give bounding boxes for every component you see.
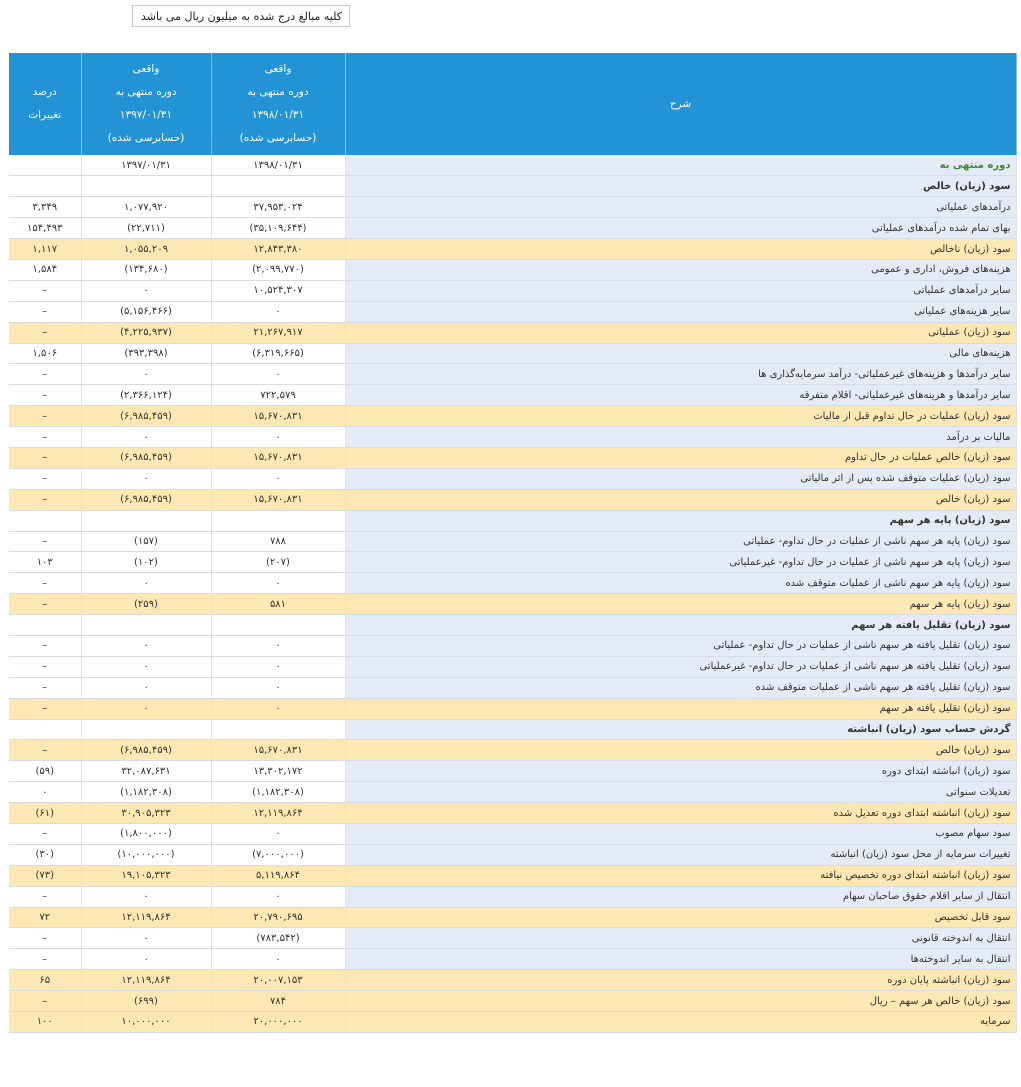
cell-change-percent: –	[9, 301, 81, 322]
cell-change-percent: –	[9, 928, 81, 949]
cell-cur-value: ۱۲,۱۱۹,۸۶۴	[211, 803, 345, 824]
table-row	[9, 280, 1016, 301]
cell-change-percent: ۱۰۰	[9, 1012, 81, 1033]
cell-description: درآمدهای عملیاتی	[345, 197, 1016, 218]
header-cur-line: ۱۳۹۸/۰۱/۳۱	[251, 109, 305, 121]
table-body	[9, 155, 1016, 1032]
cell-cur-value: ۵,۱۱۹,۸۶۴	[211, 865, 345, 886]
cell-cur-value: ۰	[211, 824, 345, 845]
table-row	[9, 406, 1016, 427]
cell-change-percent: –	[9, 406, 81, 427]
table-row	[9, 322, 1016, 343]
cell-cur-value: (۳۵,۱۰۹,۶۴۴)	[211, 218, 345, 239]
cell-prev-value: (۱۰۲)	[81, 552, 211, 573]
cell-cur-value	[211, 615, 345, 636]
table-row	[9, 239, 1016, 260]
cell-prev-value: ۰	[81, 928, 211, 949]
table-row	[9, 719, 1016, 740]
cell-cur-value: ۷۸۸	[211, 531, 345, 552]
cell-cur-value: ۱۰,۵۲۴,۳۰۷	[211, 280, 345, 301]
cell-prev-value: ۱۹,۱۰۵,۳۲۳	[81, 865, 211, 886]
cell-change-percent: (۷۳)	[9, 865, 81, 886]
table-row	[9, 761, 1016, 782]
table-row	[9, 677, 1016, 698]
cell-description: سود قابل تخصیص	[345, 907, 1016, 928]
table-row	[9, 949, 1016, 970]
cell-prev-value: ۳۲,۰۸۷,۶۳۱	[81, 761, 211, 782]
cell-change-percent: –	[9, 427, 81, 448]
cell-change-percent	[9, 176, 81, 197]
cell-description: سود (زیان) پایه هر سهم ناشی از عملیات در حال تداوم- غیرعملیاتی	[345, 552, 1016, 573]
cell-description: سود (زیان) خالص	[345, 176, 1016, 197]
cell-description: سود (زیان) ناخالص	[345, 239, 1016, 260]
cell-description: سود (زیان) تقلیل یافته هر سهم	[345, 615, 1016, 636]
cell-prev-value: (۱,۱۸۲,۳۰۸)	[81, 782, 211, 803]
cell-description: سود (زیان) عملیات متوقف شده پس از اثر مالیاتی	[345, 468, 1016, 489]
cell-cur-value	[211, 510, 345, 531]
cell-cur-value: ۰	[211, 698, 345, 719]
table-row	[9, 844, 1016, 865]
cell-cur-value: ۰	[211, 427, 345, 448]
cell-change-percent	[9, 719, 81, 740]
cell-change-percent: –	[9, 635, 81, 656]
cell-cur-value: ۱۳۹۸/۰۱/۳۱	[211, 155, 345, 176]
cell-description: سود (زیان) پایه هر سهم ناشی از عملیات متوقف شده	[345, 573, 1016, 594]
cell-prev-value	[81, 176, 211, 197]
table-row	[9, 635, 1016, 656]
cell-prev-value: (۵,۱۵۶,۴۶۶)	[81, 301, 211, 322]
cell-cur-value: ۲۰,۰۰۷,۱۵۳	[211, 970, 345, 991]
cell-change-percent: –	[9, 322, 81, 343]
table-row	[9, 447, 1016, 468]
cell-cur-value: (۶,۳۱۹,۶۶۵)	[211, 343, 345, 364]
cell-prev-value: (۶,۹۸۵,۴۵۹)	[81, 740, 211, 761]
cell-cur-value: ۱۵,۶۷۰,۸۳۱	[211, 740, 345, 761]
cell-description: سود (زیان) انباشته ابتدای دوره	[345, 761, 1016, 782]
cell-cur-value: ۰	[211, 949, 345, 970]
cell-cur-value: ۰	[211, 573, 345, 594]
cell-description: سایر درآمدها و هزینه‌های غیرعملیاتی- اقلام متفرقه	[345, 385, 1016, 406]
table-row	[9, 364, 1016, 385]
cell-change-percent: ۱,۵۰۶	[9, 343, 81, 364]
header-prev-line: ۱۳۹۷/۰۱/۳۱	[119, 109, 173, 121]
cell-prev-value: (۱۵۷)	[81, 531, 211, 552]
cell-change-percent: –	[9, 949, 81, 970]
cell-prev-value: ۰	[81, 677, 211, 698]
cell-change-percent: –	[9, 991, 81, 1012]
cell-prev-value: ۱,۰۵۵,۲۰۹	[81, 239, 211, 260]
cell-cur-value: ۰	[211, 635, 345, 656]
table-row	[9, 656, 1016, 677]
cell-prev-value: (۶,۹۸۵,۴۵۹)	[81, 489, 211, 510]
cell-change-percent: ۰	[9, 782, 81, 803]
header-cur-line: واقعی	[264, 63, 292, 75]
cell-change-percent: –	[9, 280, 81, 301]
header-cur-line: دوره منتهی به	[247, 86, 309, 98]
table-row	[9, 427, 1016, 448]
table-row	[9, 803, 1016, 824]
cell-description: انتقال از سایر اقلام حقوق صاحبان سهام	[345, 886, 1016, 907]
table-row	[9, 218, 1016, 239]
cell-description: سود (زیان) تقلیل یافته هر سهم ناشی از عملیات متوقف شده	[345, 677, 1016, 698]
table-row	[9, 510, 1016, 531]
cell-description: بهای تمام شده درآمدهای عملیاتی	[345, 218, 1016, 239]
cell-change-percent: –	[9, 594, 81, 615]
cell-change-percent: (۳۰)	[9, 844, 81, 865]
cell-description: سود (زیان) پایه هر سهم	[345, 510, 1016, 531]
table-row	[9, 740, 1016, 761]
cell-cur-value: ۵۸۱	[211, 594, 345, 615]
cell-prev-value: (۲,۳۶۶,۱۲۴)	[81, 385, 211, 406]
cell-cur-value: (۲,۰۹۹,۷۷۰)	[211, 259, 345, 280]
cell-change-percent: ۷۲	[9, 907, 81, 928]
cell-change-percent: ۶۵	[9, 970, 81, 991]
cell-description: سرمایه	[345, 1012, 1016, 1033]
table-row	[9, 301, 1016, 322]
cell-cur-value: ۲۰,۰۰۰,۰۰۰	[211, 1012, 345, 1033]
cell-change-percent: ۳,۳۴۹	[9, 197, 81, 218]
cell-prev-value: (۶,۹۸۵,۴۵۹)	[81, 406, 211, 427]
cell-prev-value: (۲۵۹)	[81, 594, 211, 615]
header-prev-line: دوره منتهی به	[115, 86, 177, 98]
cell-description: هزینه‌های فروش، اداری و عمومی	[345, 259, 1016, 280]
cell-description: سود (زیان) انباشته ابتدای دوره تخصیص نیافته	[345, 865, 1016, 886]
table-row	[9, 468, 1016, 489]
cell-change-percent	[9, 510, 81, 531]
table-row	[9, 531, 1016, 552]
cell-change-percent: ۱۵۴,۴۹۳	[9, 218, 81, 239]
cell-description: سود (زیان) انباشته پایان دوره	[345, 970, 1016, 991]
cell-cur-value	[211, 719, 345, 740]
table-row	[9, 197, 1016, 218]
table-row	[9, 782, 1016, 803]
table-header-row	[9, 53, 1016, 155]
cell-change-percent	[9, 155, 81, 176]
cell-description: سود (زیان) انباشته ابتدای دوره تعدیل شده	[345, 803, 1016, 824]
cell-prev-value: (۶,۹۸۵,۴۵۹)	[81, 447, 211, 468]
table-row	[9, 698, 1016, 719]
cell-change-percent: ۱,۵۸۴	[9, 259, 81, 280]
cell-prev-value: (۱,۸۰۰,۰۰۰)	[81, 824, 211, 845]
table-row	[9, 385, 1016, 406]
cell-change-percent: –	[9, 698, 81, 719]
cell-cur-value: ۰	[211, 886, 345, 907]
cell-change-percent: ۱,۱۱۷	[9, 239, 81, 260]
header-change-percent	[9, 53, 81, 155]
cell-description: سایر درآمدها و هزینه‌های غیرعملیاتی- درآمد سرمایه‌گذاری ها	[345, 364, 1016, 385]
table-row	[9, 824, 1016, 845]
cell-prev-value: (۲۲,۷۱۱)	[81, 218, 211, 239]
cell-prev-value: ۱,۰۷۷,۹۲۰	[81, 197, 211, 218]
cell-description: سایر هزینه‌های عملیاتی	[345, 301, 1016, 322]
table-row	[9, 594, 1016, 615]
units-note: کلیه مبالغ درج شده به میلیون ریال می باشد	[132, 5, 350, 27]
cell-change-percent: –	[9, 740, 81, 761]
financial-table-wrapper	[9, 53, 1016, 1033]
cell-cur-value: ۳۷,۹۵۳,۰۲۴	[211, 197, 345, 218]
cell-change-percent: –	[9, 531, 81, 552]
table-row	[9, 573, 1016, 594]
cell-description: سود (زیان) عملیات در حال تداوم قبل از مالیات	[345, 406, 1016, 427]
cell-description: سود (زیان) پایه هر سهم	[345, 594, 1016, 615]
cell-change-percent: –	[9, 364, 81, 385]
cell-change-percent: –	[9, 824, 81, 845]
cell-change-percent: –	[9, 468, 81, 489]
table-row	[9, 155, 1016, 176]
cell-prev-value: ۰	[81, 949, 211, 970]
cell-description: گردش حساب سود (زیان) انباشته	[345, 719, 1016, 740]
table-row	[9, 865, 1016, 886]
cell-description: مالیات بر درآمد	[345, 427, 1016, 448]
cell-change-percent: –	[9, 573, 81, 594]
cell-change-percent	[9, 615, 81, 636]
header-description: شرح	[345, 53, 1016, 155]
cell-description: سایر درآمدهای عملیاتی	[345, 280, 1016, 301]
cell-prev-value: ۰	[81, 280, 211, 301]
table-row	[9, 886, 1016, 907]
cell-prev-value: ۳۰,۹۰۵,۳۲۳	[81, 803, 211, 824]
cell-prev-value: ۰	[81, 468, 211, 489]
cell-prev-value: (۱۰,۰۰۰,۰۰۰)	[81, 844, 211, 865]
cell-prev-value: (۱۳۴,۶۸۰)	[81, 259, 211, 280]
header-prev-line: (حسابرسی شده)	[107, 132, 185, 144]
cell-cur-value: ۱۵,۶۷۰,۸۳۱	[211, 489, 345, 510]
cell-prev-value: ۰	[81, 656, 211, 677]
header-prev-line: واقعی	[132, 63, 160, 75]
cell-cur-value: ۰	[211, 468, 345, 489]
cell-prev-value: ۰	[81, 886, 211, 907]
cell-cur-value: ۰	[211, 364, 345, 385]
cell-change-percent: –	[9, 489, 81, 510]
cell-prev-value: ۰	[81, 573, 211, 594]
cell-cur-value: ۱۵,۶۷۰,۸۳۱	[211, 447, 345, 468]
table-row	[9, 907, 1016, 928]
cell-prev-value: ۰	[81, 698, 211, 719]
cell-description: سود (زیان) خالص	[345, 740, 1016, 761]
cell-cur-value: (۷۸۳,۵۴۲)	[211, 928, 345, 949]
cell-cur-value: (۱,۱۸۲,۳۰۸)	[211, 782, 345, 803]
cell-prev-value: ۰	[81, 427, 211, 448]
cell-cur-value: ۷۸۴	[211, 991, 345, 1012]
table-row	[9, 928, 1016, 949]
cell-cur-value: ۲۱,۲۶۷,۹۱۷	[211, 322, 345, 343]
cell-prev-value: ۰	[81, 364, 211, 385]
cell-cur-value: ۰	[211, 677, 345, 698]
header-cur-line: (حسابرسی شده)	[239, 132, 317, 144]
cell-description: تغییرات سرمایه از محل سود (زیان) انباشته	[345, 844, 1016, 865]
cell-description: انتقال به اندوخته قانونی	[345, 928, 1016, 949]
cell-prev-value: (۳۹۳,۳۹۸)	[81, 343, 211, 364]
table-row	[9, 615, 1016, 636]
cell-description: سود (زیان) عملیاتی	[345, 322, 1016, 343]
cell-change-percent: (۵۹)	[9, 761, 81, 782]
cell-change-percent: –	[9, 385, 81, 406]
table-row	[9, 1012, 1016, 1033]
cell-description: سود سهام مصوب	[345, 824, 1016, 845]
cell-cur-value: (۷,۰۰۰,۰۰۰)	[211, 844, 345, 865]
cell-cur-value: ۰	[211, 301, 345, 322]
cell-prev-value: (۶۹۹)	[81, 991, 211, 1012]
header-pct-line: تغییرات	[28, 109, 62, 121]
cell-cur-value: ۷۲۲,۵۷۹	[211, 385, 345, 406]
cell-cur-value: ۱۲,۸۴۳,۳۸۰	[211, 239, 345, 260]
cell-description: انتقال به سایر اندوخته‌ها	[345, 949, 1016, 970]
cell-prev-value	[81, 510, 211, 531]
cell-description: سود (زیان) پایه هر سهم ناشی از عملیات در حال تداوم- عملیاتی	[345, 531, 1016, 552]
cell-description: دوره منتهی به	[345, 155, 1016, 176]
cell-description: سود (زیان) خالص هر سهم – ریال	[345, 991, 1016, 1012]
table-row	[9, 991, 1016, 1012]
table-row	[9, 176, 1016, 197]
cell-prev-value: (۴,۲۲۵,۹۳۷)	[81, 322, 211, 343]
cell-prev-value: ۱۲,۱۱۹,۸۶۴	[81, 970, 211, 991]
table-row	[9, 259, 1016, 280]
cell-prev-value: ۱۲,۱۱۹,۸۶۴	[81, 907, 211, 928]
cell-prev-value	[81, 719, 211, 740]
cell-cur-value: ۰	[211, 656, 345, 677]
cell-description: سود (زیان) تقلیل یافته هر سهم	[345, 698, 1016, 719]
cell-prev-value: ۱۰,۰۰۰,۰۰۰	[81, 1012, 211, 1033]
cell-change-percent: –	[9, 677, 81, 698]
cell-prev-value: ۱۳۹۷/۰۱/۳۱	[81, 155, 211, 176]
header-current-period	[211, 53, 345, 155]
income-statement-table	[9, 53, 1017, 1033]
cell-change-percent: –	[9, 656, 81, 677]
cell-prev-value: ۰	[81, 635, 211, 656]
cell-description: هزینه‌های مالی	[345, 343, 1016, 364]
cell-change-percent: ۱۰۳	[9, 552, 81, 573]
cell-change-percent: –	[9, 447, 81, 468]
cell-cur-value: ۲۰,۷۹۰,۶۹۵	[211, 907, 345, 928]
cell-description: تعدیلات سنواتی	[345, 782, 1016, 803]
table-row	[9, 489, 1016, 510]
header-pct-line: درصد	[32, 86, 57, 98]
cell-description: سود (زیان) تقلیل یافته هر سهم ناشی از عملیات در حال تداوم- غیرعملیاتی	[345, 656, 1016, 677]
cell-cur-value: ۱۵,۶۷۰,۸۳۱	[211, 406, 345, 427]
cell-description: سود (زیان) خالص عملیات در حال تداوم	[345, 447, 1016, 468]
cell-prev-value	[81, 615, 211, 636]
cell-change-percent: –	[9, 886, 81, 907]
table-row	[9, 343, 1016, 364]
cell-change-percent: (۶۱)	[9, 803, 81, 824]
table-row	[9, 970, 1016, 991]
cell-description: سود (زیان) خالص	[345, 489, 1016, 510]
cell-description: سود (زیان) تقلیل یافته هر سهم ناشی از عملیات در حال تداوم- عملیاتی	[345, 635, 1016, 656]
cell-cur-value: (۲۰۷)	[211, 552, 345, 573]
table-row	[9, 552, 1016, 573]
cell-cur-value: ۱۳,۳۰۲,۱۷۲	[211, 761, 345, 782]
header-prev-period	[81, 53, 211, 155]
cell-cur-value	[211, 176, 345, 197]
